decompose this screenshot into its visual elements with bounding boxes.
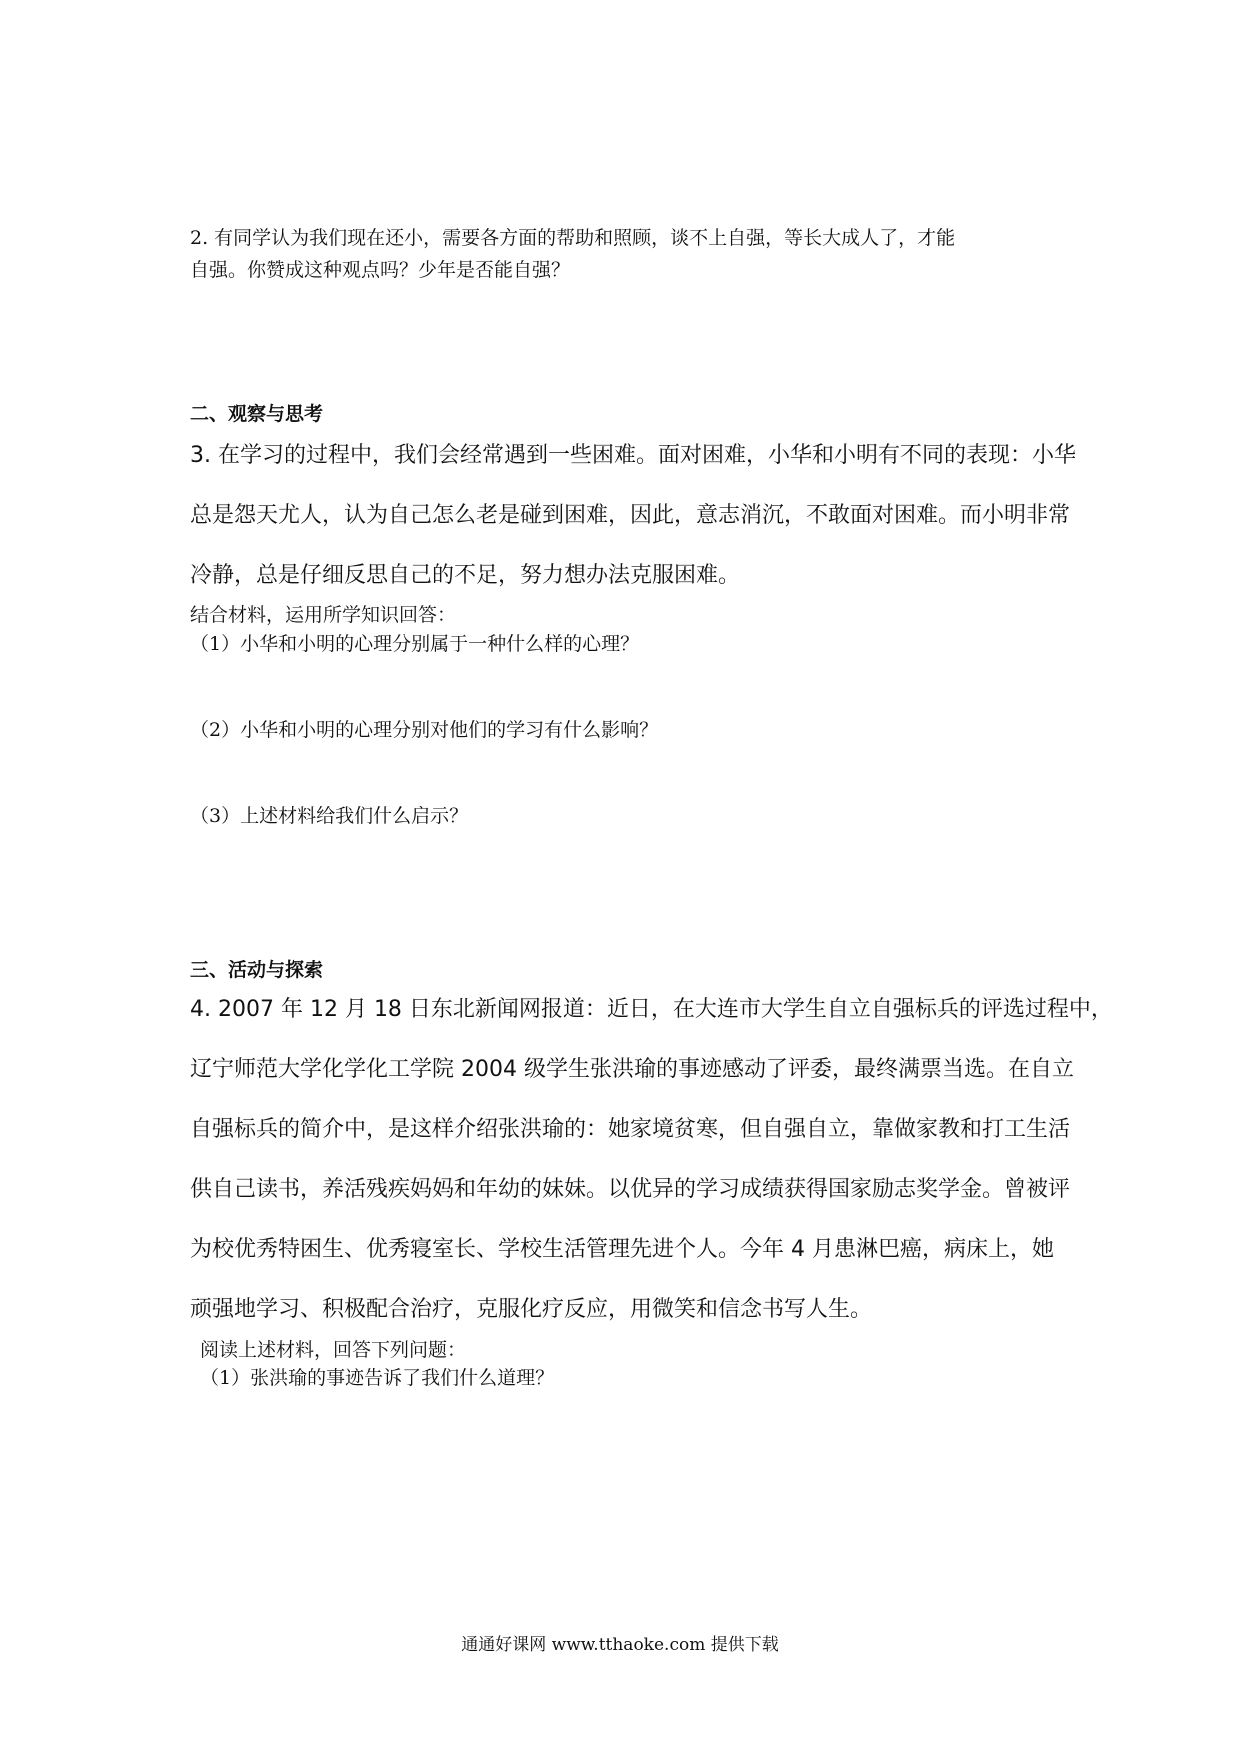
question-3-prompt: 结合材料，运用所学知识回答： (190, 604, 457, 626)
question-4-sub-1: （1）张洪瑜的事迹告诉了我们什么道理？ (200, 1367, 555, 1389)
question-4-line-5: 为校优秀特困生、优秀寝室长、学校生活管理先进个人。今年 4 月患淋巴癌，病床上，她 (190, 1237, 1054, 1262)
footer-credit: 通通好课网 www.tthaoke.com 提供下载 (461, 1635, 779, 1655)
question-2-line-1: 2. 有同学认为我们现在还小，需要各方面的帮助和照顾，谈不上自强，等长大成人了，才能 (190, 227, 956, 249)
question-4-prompt: 阅读上述材料，回答下列问题： (200, 1339, 467, 1361)
question-3-sub-1: （1）小华和小明的心理分别属于一种什么样的心理？ (190, 633, 640, 655)
question-3-sub-3: （3）上述材料给我们什么启示？ (190, 805, 469, 827)
question-3-line-3: 冷静，总是仔细反思自己的不足，努力想办法克服困难。 (190, 563, 741, 588)
question-4-line-3: 自强标兵的简介中，是这样介绍张洪瑜的：她家境贫寒，但自强自立，靠做家教和打工生活 (190, 1117, 1071, 1142)
question-4-line-2: 辽宁师范大学化学化工学院 2004 级学生张洪瑜的事迹感动了评委，最终满票当选。在自立 (190, 1057, 1074, 1082)
question-4-line-4: 供自己读书，养活残疾妈妈和年幼的妹妹。以优异的学习成绩获得国家励志奖学金。曾被评 (190, 1177, 1071, 1202)
question-2-line-2: 自强。你赞成这种观点吗？少年是否能自强？ (190, 259, 571, 281)
section-2-heading: 二、观察与思考 (190, 403, 324, 425)
question-3-line-2: 总是怨天尤人，认为自己怎么老是碰到困难，因此，意志消沉，不敢面对困难。而小明非常 (190, 503, 1071, 528)
section-3-heading: 三、活动与探索 (190, 959, 324, 981)
question-3-line-1: 3. 在学习的过程中，我们会经常遇到一些困难。面对困难，小华和小明有不同的表现：小华 (190, 443, 1076, 468)
question-3-sub-2: （2）小华和小明的心理分别对他们的学习有什么影响？ (190, 719, 659, 741)
question-4-line-6: 顽强地学习、积极配合治疗，克服化疗反应，用微笑和信念书写人生。 (190, 1297, 873, 1322)
question-4-line-1: 4. 2007 年 12 月 18 日东北新闻网报道：近日，在大连市大学生自立自强标兵的评选过程中， (190, 997, 1113, 1022)
